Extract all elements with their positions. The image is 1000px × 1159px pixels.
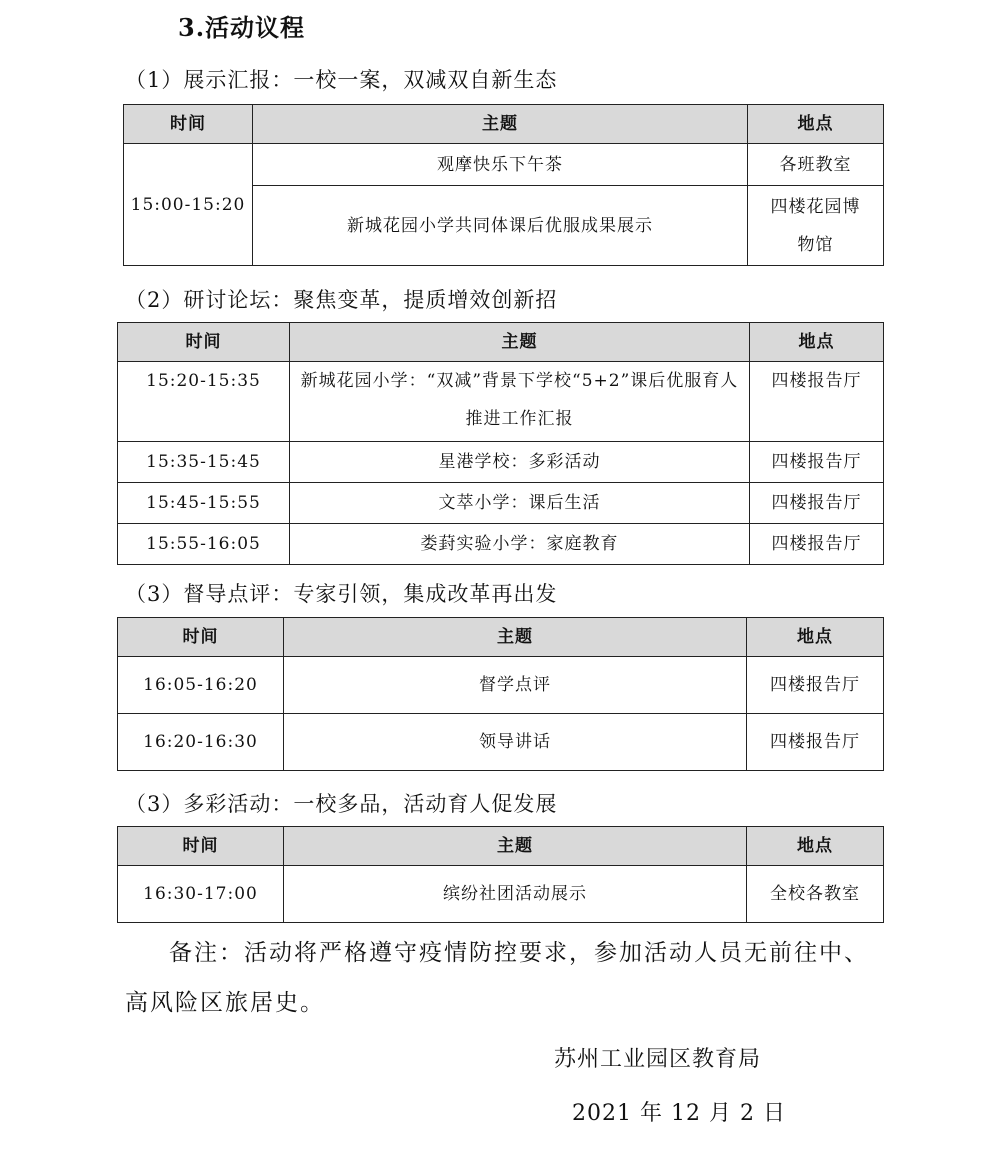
header-place: 地点 xyxy=(747,827,884,866)
part3-table xyxy=(117,617,884,771)
time-cell: 16:30-17:00 xyxy=(118,866,284,923)
table-row xyxy=(118,657,884,714)
place-cell: 四楼报告厅 xyxy=(747,657,884,714)
place-cell: 全校各教室 xyxy=(747,866,884,923)
topic-cell: 星港学校：多彩活动 xyxy=(290,442,750,483)
part2-table xyxy=(117,322,884,565)
section-title: 3.活动议程 xyxy=(178,13,306,42)
time-cell: 15:00-15:20 xyxy=(124,144,253,266)
part1-table xyxy=(123,104,884,266)
place-cell: 四楼报告厅 xyxy=(747,714,884,771)
time-cell: 15:55-16:05 xyxy=(118,524,290,565)
place-cell: 四楼报告厅 xyxy=(750,442,884,483)
topic-cell: 新城花园小学：“双减”背景下学校“5+2”课后优服育人推进工作汇报 xyxy=(290,362,750,442)
place-cell: 四楼报告厅 xyxy=(750,483,884,524)
topic-cell: 观摩快乐下午茶 xyxy=(253,144,748,186)
part1-title: （1）展示汇报：一校一案，双减双自新生态 xyxy=(125,68,558,92)
header-topic: 主题 xyxy=(284,618,747,657)
table-header-row xyxy=(118,618,884,657)
topic-cell: 领导讲话 xyxy=(284,714,747,771)
table-header-row xyxy=(118,323,884,362)
signature-date: 2021 年 12 月 2 日 xyxy=(572,1101,786,1126)
header-place: 地点 xyxy=(748,105,884,144)
time-cell: 16:20-16:30 xyxy=(118,714,284,771)
table-row xyxy=(118,483,884,524)
topic-cell: 缤纷社团活动展示 xyxy=(284,866,747,923)
topic-cell: 娄葑实验小学：家庭教育 xyxy=(290,524,750,565)
topic-cell: 新城花园小学共同体课后优服成果展示 xyxy=(253,186,748,266)
header-place: 地点 xyxy=(750,323,884,362)
table-row xyxy=(118,714,884,771)
signature-org: 苏州工业园区教育局 xyxy=(554,1047,762,1072)
place-cell: 四楼报告厅 xyxy=(750,362,884,442)
table-row xyxy=(118,524,884,565)
table-row xyxy=(118,866,884,923)
part2-title: （2）研讨论坛：聚焦变革，提质增效创新招 xyxy=(125,288,558,312)
part4-title: （3）多彩活动：一校多品，活动育人促发展 xyxy=(125,792,558,816)
time-cell: 15:35-15:45 xyxy=(118,442,290,483)
place-cell: 四楼花园博物馆 xyxy=(748,186,884,266)
time-cell: 15:20-15:35 xyxy=(118,362,290,442)
part3-title: （3）督导点评：专家引领，集成改革再出发 xyxy=(125,582,558,606)
table-row xyxy=(118,442,884,483)
header-time: 时间 xyxy=(124,105,253,144)
table-row xyxy=(124,144,884,186)
header-time: 时间 xyxy=(118,323,290,362)
time-cell: 15:45-15:55 xyxy=(118,483,290,524)
header-topic: 主题 xyxy=(284,827,747,866)
header-topic: 主题 xyxy=(290,323,750,362)
table-header-row xyxy=(124,105,884,144)
header-topic: 主题 xyxy=(253,105,748,144)
table-row xyxy=(118,362,884,442)
part4-table xyxy=(117,826,884,923)
place-cell: 各班教室 xyxy=(748,144,884,186)
header-time: 时间 xyxy=(118,618,284,657)
header-place: 地点 xyxy=(747,618,884,657)
time-cell: 16:05-16:20 xyxy=(118,657,284,714)
place-cell: 四楼报告厅 xyxy=(750,524,884,565)
note-paragraph: 备注：活动将严格遵守疫情防控要求，参加活动人员无前往中、高风险区旅居史。 xyxy=(125,940,869,1016)
topic-cell: 文萃小学：课后生活 xyxy=(290,483,750,524)
header-time: 时间 xyxy=(118,827,284,866)
table-header-row xyxy=(118,827,884,866)
topic-cell: 督学点评 xyxy=(284,657,747,714)
